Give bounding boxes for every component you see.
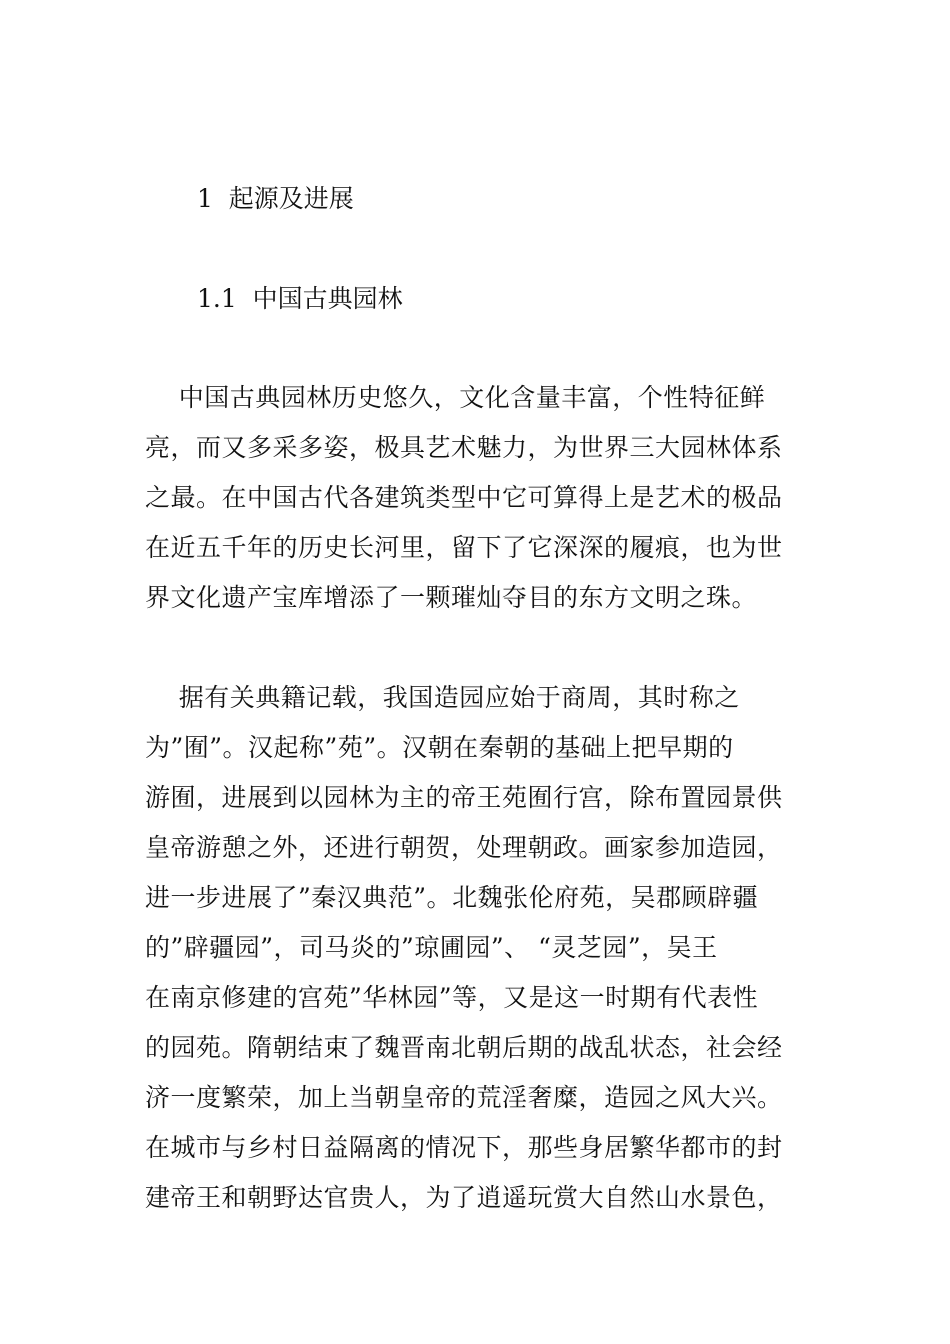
text-line: 据有关典籍记载，我国造园应始于商周，其时称之 xyxy=(145,683,740,712)
text-line: 皇帝游憩之外，还进行朝贺，处理朝政。画家参加造园， xyxy=(145,833,783,862)
text-line: 的园苑。隋朝结束了魏晋南北朝后期的战乱状态，社会经 xyxy=(145,1033,783,1062)
paragraph-intro xyxy=(145,373,815,623)
subsection-heading: 1.1 中国古典园林 xyxy=(197,284,403,313)
text-line: 为”囿”。汉起称”苑”。汉朝在秦朝的基础上把早期的 xyxy=(145,733,734,762)
text-line: 亮，而又多采多姿，极具艺术魅力，为世界三大园林体系 xyxy=(145,433,783,462)
text-line: 济一度繁荣，加上当朝皇帝的荒淫奢糜，造园之风大兴。 xyxy=(145,1083,783,1112)
paragraph-history xyxy=(145,673,815,1223)
text-line: 在南京修建的宫苑”华林园”等，又是这一时期有代表性 xyxy=(145,983,759,1012)
text-line: 之最。在中国古代各建筑类型中它可算得上是艺术的极品 xyxy=(145,483,783,512)
text-line: 游囿，进展到以园林为主的帝王苑囿行宫，除布置园景供 xyxy=(145,783,783,812)
text-line: 在城市与乡村日益隔离的情况下，那些身居繁华都市的封 xyxy=(145,1133,783,1162)
text-line: 在近五千年的历史长河里，留下了它深深的履痕，也为世 xyxy=(145,533,783,562)
text-line: 建帝王和朝野达官贵人，为了逍遥玩赏大自然山水景色， xyxy=(145,1183,783,1212)
text-line: 界文化遗产宝库增添了一颗璀灿夺目的东方文明之珠。 xyxy=(145,583,758,612)
text-line: 中国古典园林历史悠久，文化含量丰富，个性特征鲜 xyxy=(145,383,766,412)
section-heading: 1 起源及进展 xyxy=(197,184,354,213)
text-line: 进一步进展了”秦汉典范”。北魏张伦府苑，吴郡顾辟疆 xyxy=(145,883,759,912)
text-line: 的”辟疆园”，司马炎的”琼圃园”、 “灵芝园”，吴王 xyxy=(145,933,718,962)
